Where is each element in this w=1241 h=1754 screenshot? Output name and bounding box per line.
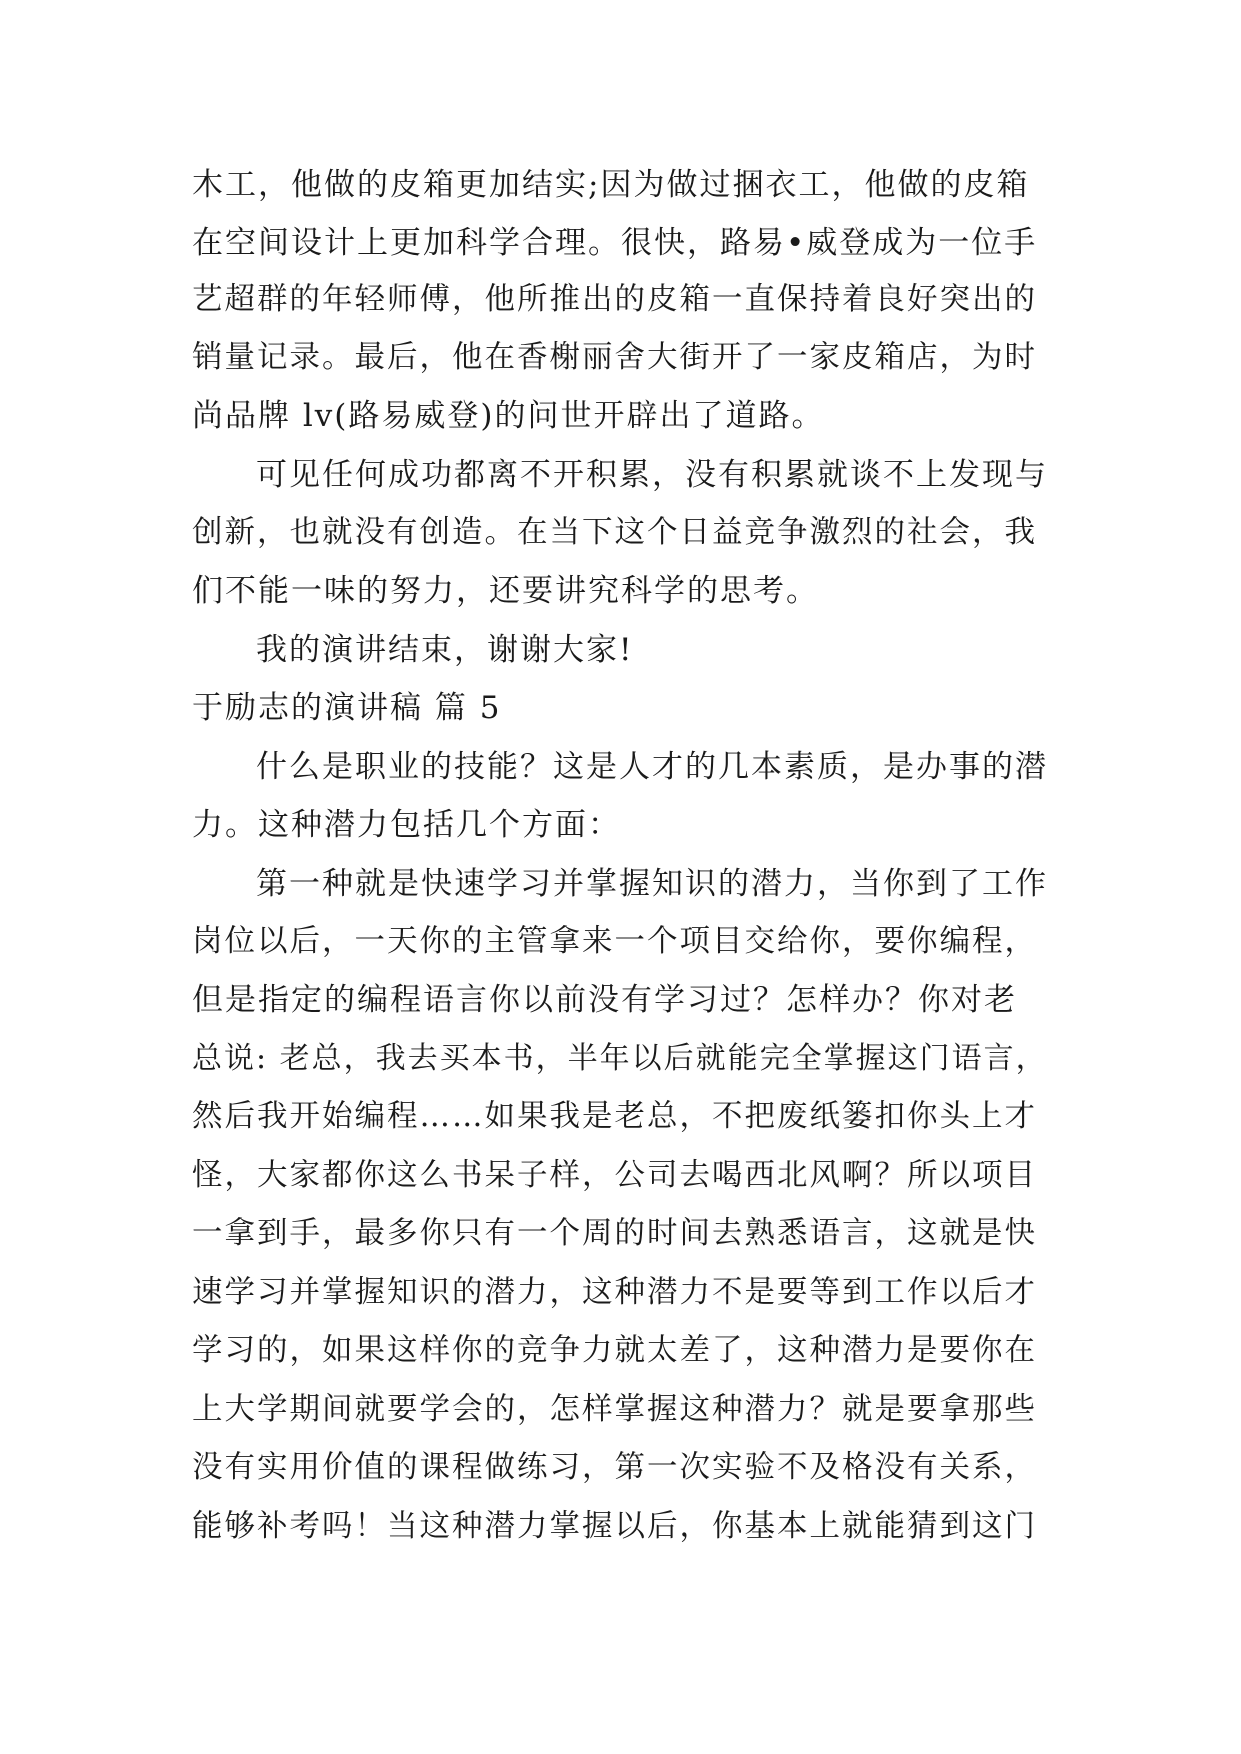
section-heading: 于励志的演讲稿 篇 5 [192, 690, 502, 726]
text-line: 岗位以后，一天你的主管拿来一个项目交给你，要你编程， [192, 924, 1037, 959]
text-line: 尚品牌 lv(路易威登)的问世开辟出了道路。 [192, 398, 825, 434]
text-line: 一拿到手，最多你只有一个周的时间去熟悉语言，这就是快 [192, 1216, 1037, 1251]
text-line: 没有实用价值的课程做练习，第一次实验不及格没有关系， [192, 1450, 1037, 1485]
text-line: 上大学期间就要学会的，怎样掌握这种潜力？就是要拿那些 [192, 1392, 1037, 1427]
text-line: 学习的，如果这样你的竞争力就太差了，这种潜力是要你在 [192, 1333, 1037, 1368]
paragraph-first-line: 我的演讲结束，谢谢大家! [256, 632, 634, 668]
text-line: 在空间设计上更加科学合理。很快，路易•威登成为一位手 [192, 225, 1038, 261]
text-line: 创新，也就没有创造。在当下这个日益竞争激烈的社会，我 [192, 515, 1037, 550]
paragraph-first-line: 什么是职业的技能？这是人才的几本素质，是办事的潜 [256, 749, 1048, 785]
text-line: 但是指定的编程语言你以前没有学习过？怎样办？你对老 [192, 982, 1017, 1018]
text-line: 们不能一味的努力，还要讲究科学的思考。 [192, 573, 819, 609]
text-line: 销量记录。最后，他在香榭丽舍大街开了一家皮箱店，为时 [192, 340, 1037, 375]
text-line: 艺超群的年轻师傅，他所推出的皮箱一直保持着良好突出的 [192, 282, 1037, 317]
text-line: 总说: 老总，我去买本书，半年以后就能完全掌握这门语言， [192, 1041, 1048, 1076]
text-line: 速学习并掌握知识的潜力，这种潜力不是要等到工作以后才 [192, 1275, 1037, 1310]
text-line: 力。这种潜力包括几个方面： [192, 807, 621, 843]
paragraph-first-line: 第一种就是快速学习并掌握知识的潜力，当你到了工作 [256, 866, 1048, 902]
text-line: 木工，他做的皮箱更加结实;因为做过捆衣工，他做的皮箱 [192, 167, 1030, 203]
text-line: 能够补考吗！当这种潜力掌握以后，你基本上就能猜到这门 [192, 1509, 1037, 1544]
paragraph-first-line: 可见任何成功都离不开积累，没有积累就谈不上发现与 [256, 457, 1048, 493]
text-line: 怪，大家都你这么书呆子样，公司去喝西北风啊？所以项目 [192, 1158, 1037, 1193]
text-line: 然后我开始编程……如果我是老总，不把废纸篓扣你头上才 [192, 1099, 1037, 1134]
